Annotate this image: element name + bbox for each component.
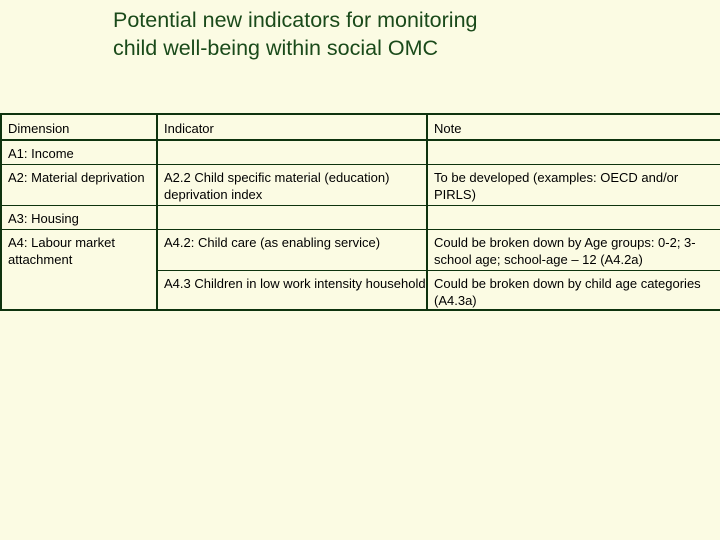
- cell-note: Could be broken down by child age categories (A4.3a): [427, 270, 720, 310]
- cell-note: Could be broken down by Age groups: 0-2; 3-school age; school-age – 12 (A4.2a): [427, 229, 720, 270]
- table-row: [1, 229, 720, 270]
- cell-dimension: A3: Housing: [1, 205, 157, 229]
- header-indicator: Indicator: [157, 114, 427, 140]
- cell-dimension: A4: Labour market attachment: [1, 229, 157, 270]
- cell-dimension: A1: Income: [1, 140, 157, 164]
- header-dimension: Dimension: [1, 114, 157, 140]
- table-row: [1, 270, 720, 310]
- table-row: [1, 164, 720, 205]
- header-note: Note: [427, 114, 720, 140]
- cell-indicator: A4.3 Children in low work intensity household: [157, 270, 427, 310]
- page-title: [113, 6, 673, 62]
- cell-indicator: A4.2: Child care (as enabling service): [157, 229, 427, 270]
- title-line-2: child well-being within social OMC: [113, 36, 439, 60]
- table-row: [1, 205, 720, 229]
- table-header-row: [1, 114, 720, 140]
- cell-indicator: A2.2 Child specific material (education) deprivation index: [157, 164, 427, 205]
- table-row: [1, 140, 720, 164]
- cell-note: To be developed (examples: OECD and/or PIRLS): [427, 164, 720, 205]
- title-line-1: Potential new indicators for monitoring: [113, 8, 478, 32]
- cell-dimension: [1, 270, 157, 310]
- cell-note: [427, 140, 720, 164]
- cell-dimension: A2: Material deprivation: [1, 164, 157, 205]
- cell-indicator: [157, 140, 427, 164]
- indicators-table: [0, 113, 720, 311]
- cell-indicator: [157, 205, 427, 229]
- cell-note: [427, 205, 720, 229]
